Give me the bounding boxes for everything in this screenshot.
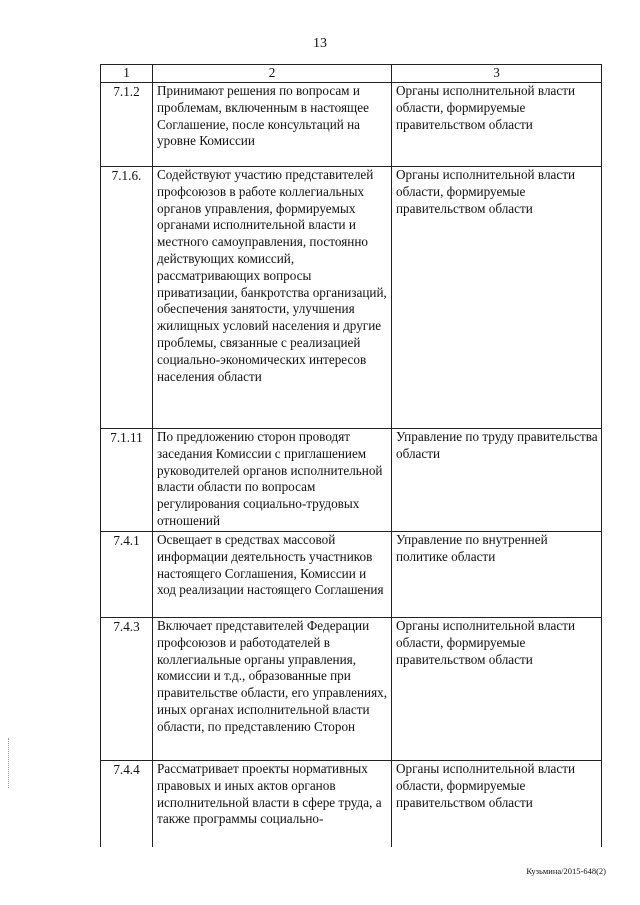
column-header-executor: 3 — [392, 65, 602, 83]
row-number: 7.4.3 — [101, 618, 153, 761]
row-executor: Органы исполнительной власти области, формируемые правительством области — [392, 618, 602, 761]
row-executor: Органы исполнительной власти области, формируемые правительством области — [392, 761, 602, 847]
row-number: 7.1.2 — [101, 83, 153, 167]
column-header-number: 1 — [101, 65, 153, 83]
table-row — [101, 83, 602, 167]
row-number: 7.1.6. — [101, 167, 153, 429]
row-number: 7.4.4 — [101, 761, 153, 847]
row-action: Принимают решения по вопросам и проблемам, включенным в настоящее Соглашение, после консультаций на уровне Комиссии — [153, 83, 392, 167]
table-row — [101, 429, 602, 532]
row-executor: Органы исполнительной власти области, формируемые правительством области — [392, 83, 602, 167]
table-header-row — [101, 65, 602, 83]
row-executor: Управление по труду правительства области — [392, 429, 602, 532]
row-action: Содействуют участию представителей профсоюзов в работе коллегиальных органов управления, формируемых органами исполнительной власти и местного самоуправления, постоянно действующих комиссий, рассматривающих вопросы приватизации, банкротства организаций, обеспечения занятости, улучшения жилищных условий населения и другие проблемы, связанные с реализацией социально-экономических интересов населения области — [153, 167, 392, 429]
row-number: 7.4.1 — [101, 532, 153, 618]
agreement-table — [100, 64, 602, 847]
scan-margin-mark — [8, 738, 10, 788]
table-row — [101, 167, 602, 429]
row-action: Включает представителей Федерации профсоюзов и работодателей в коллегиальные органы управления, комиссии и т.д., образованные при правительстве области, его управлениях, иных органах исполнительной власти области, по представлению Сторон — [153, 618, 392, 761]
row-executor: Органы исполнительной власти области, формируемые правительством области — [392, 167, 602, 429]
document-footer-code: Кузьмина/2015-648(2) — [526, 866, 606, 876]
row-action: По предложению сторон проводят заседания Комиссии с приглашением руководителей органов исполнительной власти области по вопросам регулирования социально-трудовых отношений — [153, 429, 392, 532]
row-executor: Управление по внутренней политике области — [392, 532, 602, 618]
row-action: Рассматривает проекты нормативных правовых и иных актов органов исполнительной власти в сфере труда, а также программы социально- — [153, 761, 392, 847]
page-number: 13 — [313, 36, 327, 51]
column-header-action: 2 — [153, 65, 392, 83]
table-row — [101, 618, 602, 761]
row-action: Освещает в средствах массовой информации деятельность участников настоящего Соглашения, Комиссии и ход реализации настоящего Соглашения — [153, 532, 392, 618]
row-number: 7.1.11 — [101, 429, 153, 532]
table-row — [101, 532, 602, 618]
table-row — [101, 761, 602, 847]
